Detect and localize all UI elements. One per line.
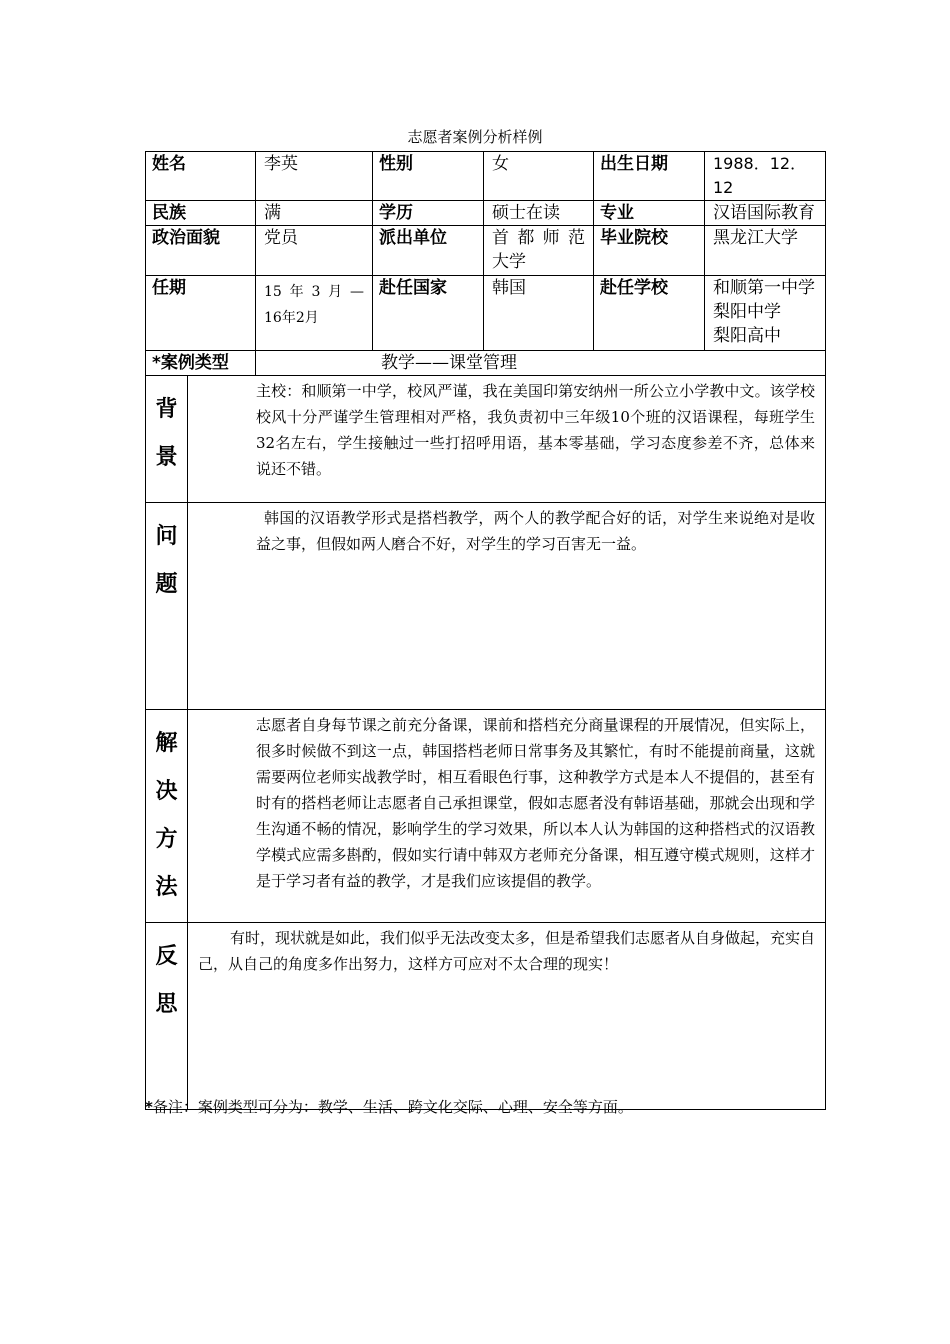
footnote: [145, 1096, 633, 1117]
case-table: [145, 151, 826, 1110]
term-label: 任期: [146, 276, 256, 351]
school-label: 毕业院校: [594, 226, 705, 276]
major-value: 汉语国际教育: [705, 201, 826, 226]
solution-header-char-2: 决: [155, 779, 178, 804]
background-header-char-1: 背: [155, 397, 178, 422]
education-value: 硕士在读: [484, 201, 594, 226]
birth-value: 1988．12．12: [705, 152, 826, 201]
unit-value: [484, 226, 594, 276]
post-label: 赴任学校: [594, 276, 705, 351]
term-value: [256, 276, 373, 351]
problem-header-char-2: 题: [155, 572, 178, 597]
footnote-text: 备注：案例类型可分为：教学、生活、跨文化交际、心理、安全等方面。: [152, 1098, 633, 1116]
reflection-text: 有时，现状就是如此，我们似乎无法改变太多，但是希望我们志愿者从自身做起，充实自己，从自己的角度多作出努力，这样方可应对不太合理的现实！: [188, 923, 826, 1110]
post-school-1: 和顺第一中学: [713, 278, 815, 298]
solution-header-char-4: 法: [155, 875, 178, 900]
reflection-header: [146, 923, 188, 1110]
post-school-3: 梨阳高中: [713, 326, 781, 346]
country-label: 赴任国家: [373, 276, 484, 351]
gender-value: 女: [484, 152, 594, 201]
solution-header-char-1: 解: [155, 731, 178, 756]
background-header-char-2: 景: [155, 445, 178, 470]
name-label: 姓名: [146, 152, 256, 201]
ethnic-label: 民族: [146, 201, 256, 226]
solution-text: 志愿者自身每节课之前充分备课，课前和搭档充分商量课程的开展情况，但实际上，很多时候做不到这一点，韩国搭档老师日常事务及其繁忙，有时不能提前商量，这就需要两位老师实战教学时，相互看眼色行事，这种教学方式是本人不提倡的，甚至有时有的搭档老师让志愿者自己承担课堂，假如志愿者没有韩语基础，那就会出现和学生沟通不畅的情况，影响学生的学习效果，所以本人认为韩国的这种搭档式的汉语教学模式应需多斟酌，假如实行请中韩双方老师充分备课，相互遵守模式规则，这样才是于学习者有益的教学，才是我们应该提倡的教学。: [188, 710, 826, 923]
unit-value-line1: 首都师范: [492, 228, 585, 248]
footnote-star: *: [145, 1098, 153, 1116]
background-header: [146, 376, 188, 503]
problem-header: [146, 503, 188, 710]
solution-header-char-3: 方: [155, 827, 178, 852]
unit-label: 派出单位: [373, 226, 484, 276]
problem-header-char-1: 问: [155, 524, 178, 549]
education-label: 学历: [373, 201, 484, 226]
term-value-line1: 15年3月—: [264, 284, 364, 300]
major-label: 专业: [594, 201, 705, 226]
term-value-line2: 16年2月: [264, 310, 319, 326]
school-value: 黑龙江大学: [705, 226, 826, 276]
page-title: 志愿者案例分析样例: [407, 128, 543, 146]
solution-header: [146, 710, 188, 923]
problem-text: 韩国的汉语教学形式是搭档教学，两个人的教学配合好的话，对学生来说绝对是收益之事，但假如两人磨合不好，对学生的学习百害无一益。: [188, 503, 826, 710]
post-value: [705, 276, 826, 351]
ethnic-value: 满: [256, 201, 373, 226]
name-value: 李英: [256, 152, 373, 201]
country-value: 韩国: [484, 276, 594, 351]
reflection-header-char-2: 思: [155, 992, 178, 1017]
case-type-label: *案例类型: [146, 351, 256, 376]
political-value: 党员: [256, 226, 373, 276]
reflection-header-char-1: 反: [155, 944, 178, 969]
birth-label: 出生日期: [594, 152, 705, 201]
unit-value-line2: 大学: [492, 252, 526, 272]
case-type-value: 教学——课堂管理: [256, 351, 826, 376]
political-label: 政治面貌: [146, 226, 256, 276]
gender-label: 性别: [373, 152, 484, 201]
background-text: 主校：和顺第一中学，校风严谨，我在美国印第安纳州一所公立小学教中文。该学校校风十分严谨学生管理相对严格，我负责初中三年级10个班的汉语课程，每班学生32名左右，学生接触过一些打招呼用语，基本零基础，学习态度参差不齐，总体来说还不错。: [188, 376, 826, 503]
post-school-2: 梨阳中学: [713, 302, 781, 322]
